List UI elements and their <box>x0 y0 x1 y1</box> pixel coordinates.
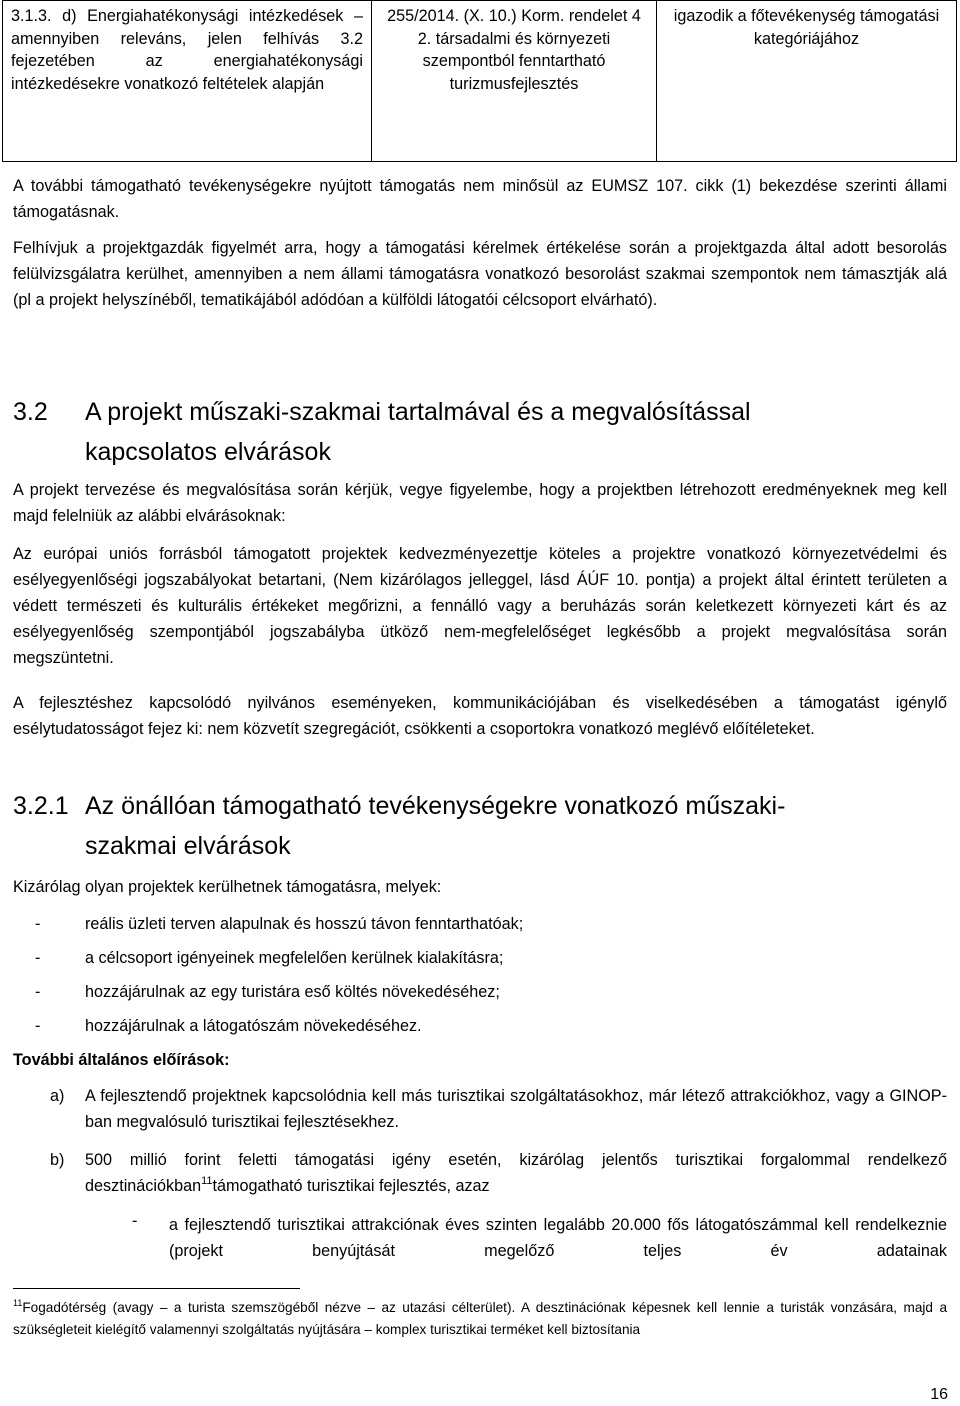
list-item: a) A fejlesztendő projektnek kapcsolódnia kell más turisztikai szolgáltatásokhoz, már létező attrakciókhoz, vagy a GINOP-ban megvalósuló turisztikai fejlesztésekhez. <box>50 1087 947 1131</box>
paragraph-equal-opportunity: A fejlesztéshez kapcsolódó nyilvános eseményeken, kommunikációjában és viselkedésében a támogatást igénylő esélytudatosságot fejez ki: nem közvetít szegregációt, csökkenti a csoportokra vonatkozó meglévő előítéleteket. <box>13 694 947 738</box>
general-requirements-list <box>13 1083 947 1199</box>
paragraph-eligibility-intro: Kizárólag olyan projektek kerülhetnek támogatásra, melyek: <box>13 878 442 896</box>
section-title-line1: Az önállóan támogatható tevékenységekre vonatkozó műszaki- <box>85 792 786 820</box>
list-item: - hozzájárulnak a látogatószám növekedéséhez. <box>35 1017 422 1035</box>
footnote <box>13 1297 947 1341</box>
section-heading-3-2-1 <box>13 786 913 866</box>
general-requirements-heading: További általános előírások: <box>13 1051 230 1069</box>
paragraph-notice: Felhívjuk a projektgazdák figyelmét arra, hogy a támogatási kérelmek értékelése során a projektgazda által adott besorolás felülvizsgálatra kerülhet, amennyiben a nem állami támogatásra vonatkozó besorolást szakmai szempontok nem támasztják alá (pl a projekt helyszínéből, tematikájából adódóan a külföldi látogatói célcsoport elvárható). <box>13 239 947 309</box>
page-number: 16 <box>930 1386 948 1403</box>
paragraph-beneficiary-obligations: Az európai uniós forrásból támogatott projektek kedvezményezettje köteles a projektre vonatkozó környezetvédelmi és esélyegyenlőségi jogszabályokat betartani, (Nem kizárólagos jelleggel, lásd ÁÚF 10. pontja) a projekt által érintett területen a védett természeti és kulturális értékeket megőrizni, a fennálló vagy a beruházás során keletkezett környezeti kárt és az esélyegyenlőség szempontjából jogszabályba ütköző nem-megfelelőséget legkésőbb a projekt megvalósítása során megszüntetni. <box>13 545 947 667</box>
footnote-number: 11 <box>13 1298 23 1308</box>
table-cell-category: igazodik a főtevékenység támogatási kategóriájához <box>657 1 957 162</box>
list-item: - a célcsoport igényeinek megfelelően kerülnek kialakításra; <box>35 949 504 967</box>
list-item: - hozzájárulnak az egy turistára eső költés növekedéséhez; <box>35 983 500 1001</box>
paragraph-state-aid: A további támogatható tevékenységekre nyújtott támogatás nem minősül az EUMSZ 107. cikk (1) bekezdése szerinti állami támogatásnak. <box>13 177 947 221</box>
section-title-line2: szakmai elvárások <box>85 832 291 860</box>
activity-table <box>2 0 957 162</box>
table-cell-regulation: 255/2014. (X. 10.) Korm. rendelet 4 2. társadalmi és környezeti szempontból fenntartható turizmusfejlesztés <box>372 1 657 162</box>
list-item: b) 500 millió forint feletti támogatási igény esetén, kizárólag jelentős turisztikai forgalommal rendelkező desztinációkban$^{11}$támogatható turisztikai fejlesztés, azaz <box>50 1151 947 1195</box>
footnote-text: Fogadótérség (avagy – a turista szemszögéből nézve – az utazási célterület). A desztinációnak képesnek kell lennie a turisták vonzására, majd a szükségleteit kielégítő valamennyi szolgáltatás nyújtására – komplex turisztikai terméket kell biztosítania <box>13 1300 947 1337</box>
table-cell-activity: 3.1.3. d) Energiahatékonysági intézkedések – amennyiben releváns, jelen felhívás 3.2 fejezetében az energiahatékonysági intézkedésekre vonatkozó feltételek alapján <box>3 1 372 162</box>
section-number: 3.2.1 <box>13 792 69 820</box>
footnote-reference[interactable]: 11 <box>201 1175 213 1187</box>
footnote-separator <box>13 1288 300 1289</box>
paragraph-expectations-intro: A projekt tervezése és megvalósítása során kérjük, vegye figyelembe, hogy a projektben létrehozott eredményeknek meg kell majd felelniük az alábbi elvárásoknak: <box>13 481 947 525</box>
section-heading-3-2 <box>13 392 913 472</box>
eligibility-list <box>13 911 947 1047</box>
section-number: 3.2 <box>13 398 48 426</box>
list-item: - reális üzleti terven alapulnak és hosszú távon fenntarthatóak; <box>35 915 524 933</box>
section-title-line1: A projekt műszaki-szakmai tartalmával és a megvalósítással <box>85 398 751 426</box>
section-title-line2: kapcsolatos elvárások <box>85 438 331 466</box>
table-row <box>3 1 957 162</box>
sub-list-item: - a fejlesztendő turisztikai attrakciónak éves szinten legalább 20.000 fős látogatószámmal kell rendelkeznie (projekt benyújtását megelőző teljes év adatainak <box>132 1212 947 1260</box>
